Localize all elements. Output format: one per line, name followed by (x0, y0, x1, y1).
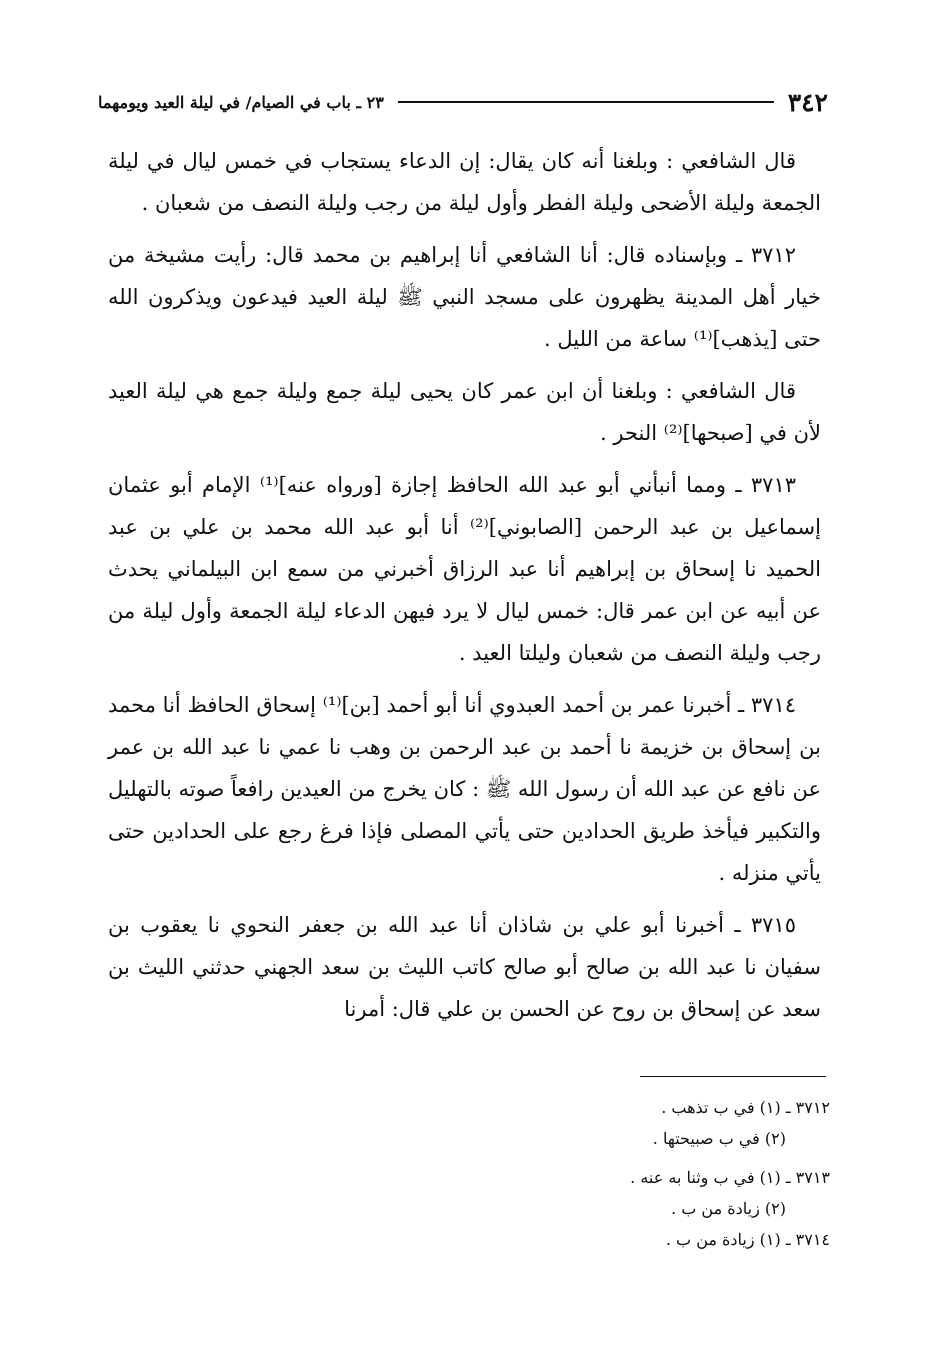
footnote-separator (640, 1076, 826, 1077)
paragraph: قال الشافعي : وبلغنا أن ابن عمر كان يحيى ليلة جمع وليلة جمع هي ليلة العيد لأن في [صبحها]⁽²⁾ النحر . (108, 379, 821, 445)
running-title: ٢٣ ـ باب في الصيام/ في ليلة العيد ويومهما (98, 92, 384, 112)
footnotes (430, 1092, 830, 1255)
paragraph: ٣٧١٢ ـ وبإسناده قال: أنا الشافعي أنا إبراهيم بن محمد قال: رأيت مشيخة من خيار أهل المدينة يظهرون على مسجد النبي ﷺ ليلة العيد فيدعون ويذكرون الله حتى [يذهب]⁽¹⁾ ساعة من الليل . (108, 243, 821, 351)
footnote: ٣٧١٤ ـ (١) زيادة من ب . (665, 1230, 830, 1249)
footnote: (٢) زيادة من ب . (671, 1199, 786, 1218)
footnote: ٣٧١٢ ـ (١) في ب تذهب . (661, 1098, 830, 1117)
footnote: ٣٧١٣ ـ (١) في ب وثنا به عنه . (630, 1168, 830, 1187)
page-number: ٣٤٢ (787, 87, 828, 117)
paragraph: ٣٧١٥ ـ أخبرنا أبو علي بن شاذان أنا عبد الله بن جعفر النحوي نا يعقوب بن سفيان نا عبد الله بن صالح أبو صالح كاتب الليث بن سعد الجهني حدثني الليث بن سعد عن إسحاق بن روح عن الحسن بن علي قال: أمرنا (108, 913, 821, 1021)
header-rule (398, 101, 774, 103)
paragraph: ٣٧١٤ ـ أخبرنا عمر بن أحمد العبدوي أنا أبو أحمد [بن]⁽¹⁾ إسحاق الحافظ أنا محمد بن إسحاق بن خزيمة نا أحمد بن عبد الرحمن بن وهب نا عمي نا عبد الله بن عمر عن نافع عن عبد الله أن رسول الله ﷺ : كان يخرج من العيدين رافعاً صوته بالتهليل والتكبير فيأخذ طريق الحدادين حتى يأتي المصلى فإذا فرغ رجع على الحدادين حتى يأتي منزله . (108, 693, 821, 885)
footnote: (٢) في ب صبيحتها . (652, 1129, 786, 1148)
paragraph: قال الشافعي : وبلغنا أنه كان يقال: إن الدعاء يستجاب في خمس ليال في ليلة الجمعة وليلة الأضحى وليلة الفطر وأول ليلة من رجب وليلة النصف من شعبان . (108, 149, 821, 215)
paragraph: ٣٧١٣ ـ ومما أنبأني أبو عبد الله الحافظ إجازة [ورواه عنه]⁽¹⁾ الإمام أبو عثمان إسماعيل بن عبد الرحمن [الصابوني]⁽²⁾ أنا أبو عبد الله محمد بن علي بن عبد الحميد نا إسحاق بن إبراهيم أنا عبد الرزاق أخبرني من سمع ابن البيلماني يحدث عن أبيه عن ابن عمر قال: خمس ليال لا يرد فيهن الدعاء ليلة الجمعة وأول ليلة من رجب وليلة النصف من شعبان وليلتا العيد . (108, 473, 821, 665)
main-text (108, 140, 821, 1040)
page-header (98, 82, 828, 122)
